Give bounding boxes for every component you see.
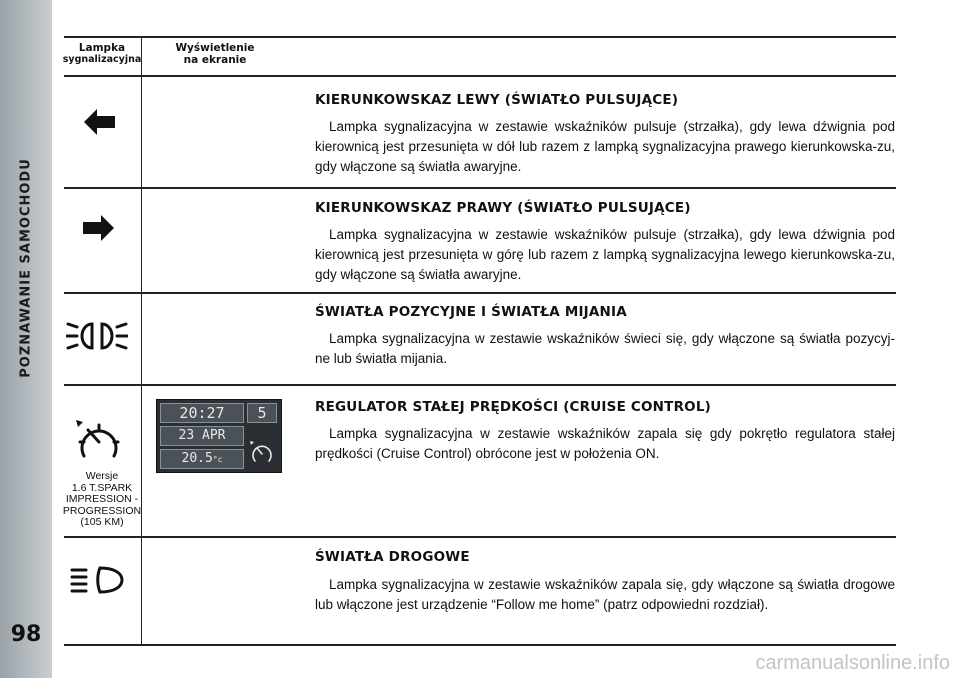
dashboard-display bbox=[156, 399, 282, 473]
display-cruise-icon bbox=[249, 440, 275, 464]
turn-right-arrow-icon bbox=[82, 215, 114, 241]
row-title-right-indicator: KIERUNKOWSKAZ PRAWY (ŚWIATŁO PULSUJĄCE) bbox=[315, 200, 691, 216]
row-divider bbox=[64, 384, 896, 386]
turn-left-arrow-icon bbox=[84, 109, 116, 135]
row-text-high-beam: Lampka sygnalizacyjna w zestawie wskaźników zapala się, gdy włączone są światła drogowe lub włączone jest urządzenie “Follow me home” (patrz odpowiedni rozdział). bbox=[315, 577, 895, 612]
display-gear: 5 bbox=[247, 403, 277, 423]
row-divider bbox=[64, 187, 896, 189]
display-header-line2: na ekranie bbox=[183, 54, 247, 66]
temperature-unit: °c bbox=[212, 455, 223, 464]
row-title-position-lights: ŚWIATŁA POZYCYJNE I ŚWIATŁA MIJANIA bbox=[315, 304, 627, 320]
row-text-position-lights: Lampka sygnalizacyjna w zestawie wskaźników świeci się, gdy włączone są światła pozycyj-ne lub światła mijania. bbox=[315, 331, 895, 366]
watermark: carmanualsonline.info bbox=[755, 652, 950, 674]
display-temperature bbox=[160, 449, 244, 469]
column-divider bbox=[141, 38, 142, 645]
row-text-cruise-control: Lampka sygnalizacyjna w zestawie wskaźników zapala się gdy pokrętło regulatora stałej prędkości (Cruise Control) obrócone jest w położenia ON. bbox=[315, 426, 895, 461]
temperature-value: 20.5 bbox=[181, 451, 213, 466]
table-header-rule bbox=[64, 75, 896, 77]
version-note-line: PROGRESSION bbox=[62, 504, 142, 517]
version-note-line: (105 KM) bbox=[80, 516, 124, 528]
position-lights-icon bbox=[66, 318, 128, 354]
lamp-header-line2: sygnalizacyjna bbox=[62, 54, 142, 65]
row-title-left-indicator: KIERUNKOWSKAZ LEWY (ŚWIATŁO PULSUJĄCE) bbox=[315, 92, 679, 108]
display-column-header bbox=[160, 42, 270, 66]
row-title-cruise-control: REGULATOR STAŁEJ PRĘDKOŚCI (CRUISE CONTROL) bbox=[315, 399, 712, 415]
row-title-high-beam: ŚWIATŁA DROGOWE bbox=[315, 549, 470, 565]
version-note-line: 1.6 T.SPARK bbox=[71, 481, 133, 494]
page-number: 98 bbox=[10, 622, 42, 647]
cruise-control-icon bbox=[74, 420, 122, 460]
row-text-right-indicator: Lampka sygnalizacyjna w zestawie wskaźników pulsuje (strzałka), gdy lewa dźwignia pod kierownicą jest przesunięta w górę lub razem z lampką sygnalizacyjna lewego kierunkowska-zu, gdy włączone są światła awaryjne. bbox=[315, 227, 895, 282]
lamp-header-line1: Lampka bbox=[78, 42, 126, 54]
lamp-column-header bbox=[62, 42, 142, 66]
display-header-line1: Wyświetlenie bbox=[175, 42, 255, 54]
section-title: POZNAWANIE SAMOCHODU bbox=[18, 158, 34, 378]
row-divider bbox=[64, 536, 896, 538]
display-date: 23 APR bbox=[160, 426, 244, 446]
display-time: 20:27 bbox=[160, 403, 244, 423]
high-beam-icon bbox=[70, 565, 124, 595]
table-bottom-rule bbox=[64, 644, 896, 646]
row-text-left-indicator: Lampka sygnalizacyjna w zestawie wskaźników pulsuje (strzałka), gdy lewa dźwignia pod kierownicą jest przesunięta w dół lub razem z lampką sygnalizacyjna prawego kierunkowska-zu, gdy włączone są światła awaryjne. bbox=[315, 119, 895, 174]
section-sidebar bbox=[0, 0, 52, 678]
version-note-line: IMPRESSION - bbox=[65, 493, 139, 505]
version-note-line: Wersje bbox=[85, 470, 119, 482]
version-note bbox=[62, 471, 142, 529]
table-top-rule bbox=[64, 36, 896, 38]
row-divider bbox=[64, 292, 896, 294]
